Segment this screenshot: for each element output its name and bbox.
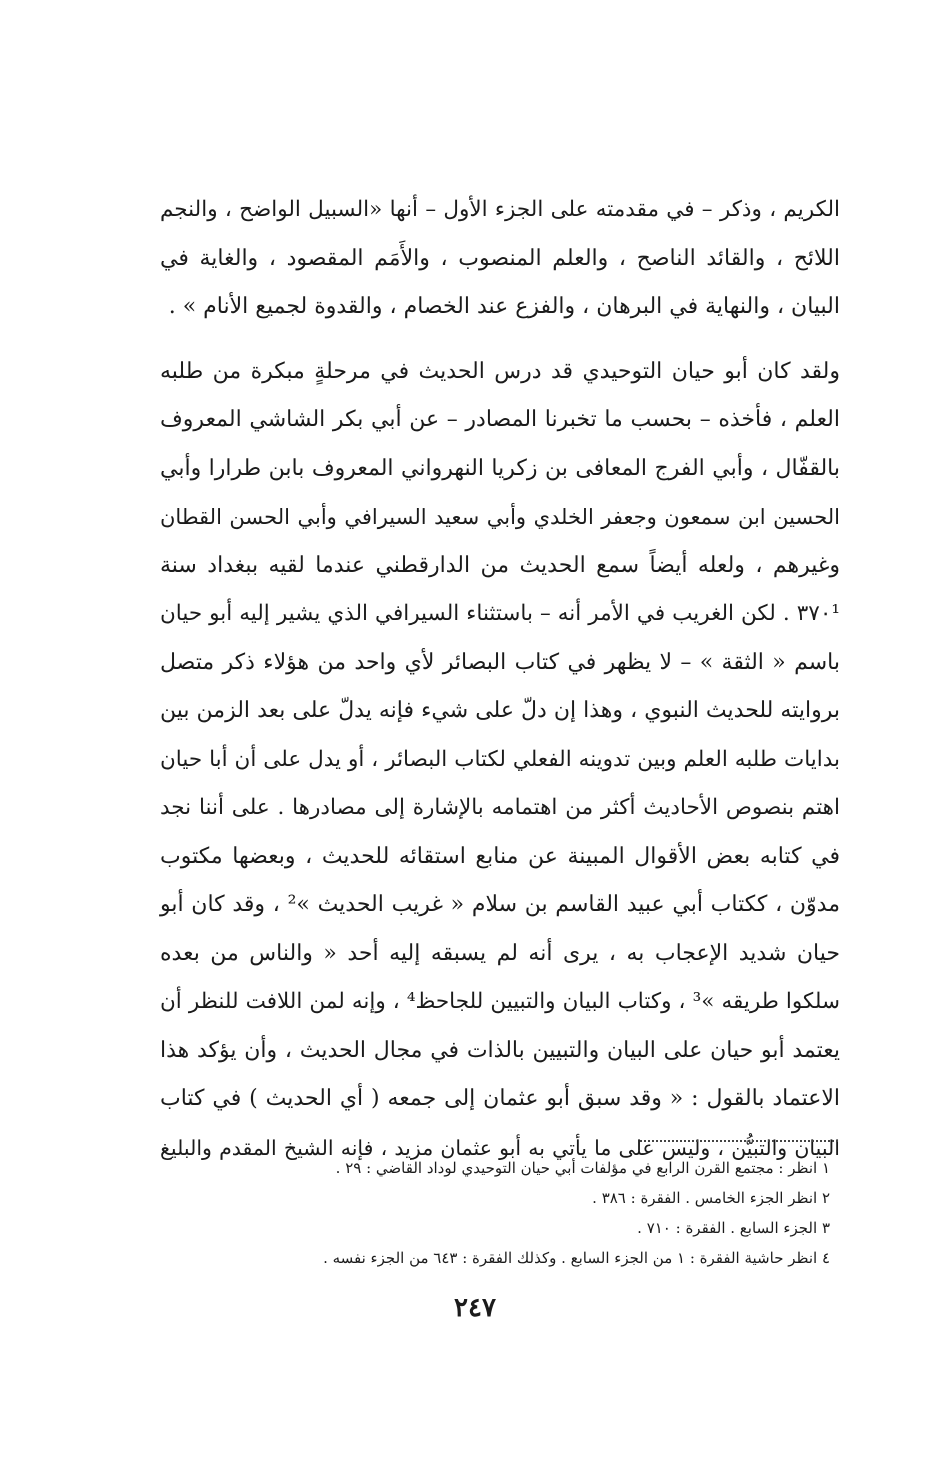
- text-line: ولقد كان أبو حيان التوحيدي قد درس الحديث في مرحلةٍ مبكرة من طلبه: [160, 358, 840, 384]
- text-line: اهتم بنصوص الأحاديث أكثر من اهتمامه بالإشارة إلى مصادرها . على أننا نجد: [160, 795, 840, 820]
- text-line: باسم « الثقة » – لا يظهر في كتاب البصائر لأي واحد من هؤلاء ذكر متصل: [160, 649, 840, 675]
- text-line: بالقفّال ، وأبي الفرج المعافى بن زكريا النهرواني المعروف بابن طرارا وأبي: [160, 455, 840, 481]
- text-line: وغيرهم ، ولعله أيضاً سمع الحديث من الدارقطني عندما لقيه ببغداد سنة: [160, 552, 840, 578]
- text-line: البيان والتبيُّن ، وليس على ما يأتي به أبو عثمان مزيد ، فإنه الشيخ المقدم والبليغ: [160, 1135, 840, 1160]
- footnote-separator: [640, 1140, 838, 1142]
- paragraph-1: [160, 186, 840, 332]
- text-line: العلم ، فأخذه – بحسب ما تخبرنا المصادر – عن أبي بكر الشاشي المعروف: [160, 407, 840, 432]
- footnote: ٢ انظر الجزء الخامس . الفقرة : ٣٨٦ .: [592, 1189, 830, 1207]
- text-line: ٣٧٠¹ . لكن الغريب في الأمر أنه – باستثناء السيرافي الذي يشير إليه أبو حيان: [160, 601, 840, 626]
- page-number: ٢٤٧: [454, 1293, 496, 1323]
- footnote: ١ انظر : مجتمع القرن الرابع في مؤلفات أبي حيان التوحيدي لوداد القاضي : ٢٩ .: [335, 1159, 830, 1177]
- text-line: حيان شديد الإعجاب به ، يرى أنه لم يسبقه إليه أحد « والناس من بعده: [160, 940, 840, 966]
- text-line: يعتمد أبو حيان على البيان والتبيين بالذات في مجال الحديث ، وأن يؤكد هذا: [160, 1037, 840, 1063]
- text-line: بدايات طلبه العلم وبين تدوينه الفعلي لكتاب البصائر ، أو يدل على أن أبا حيان: [160, 746, 840, 772]
- text-line: اللائح ، والقائد الناصح ، والعلم المنصوب ، والأَمَم المقصود ، والغاية في: [160, 245, 840, 271]
- text-line: بروايته للحديث النبوي ، وهذا إن دلّ على شيء فإنه يدلّ على بعد الزمن بين: [160, 698, 840, 723]
- text-line: البيان ، والنهاية في البرهان ، والفزع عند الخصام ، والقدوة لجميع الأنام » .: [168, 294, 840, 319]
- text-line: سلكوا طريقه »³ ، وكتاب البيان والتبيين للجاحظ⁴ ، وإنه لمن اللافت للنظر أن: [160, 989, 840, 1014]
- text-line: في كتابه بعض الأقوال المبينة عن منابع استقائه للحديث ، وبعضها مكتوب: [160, 843, 840, 869]
- text-line: الاعتماد بالقول : « وقد سبق أبو عثمان إلى جمعه ( أي الحديث ) في كتاب: [160, 1086, 840, 1111]
- text-line: الحسين ابن سمعون وجعفر الخلدي وأبي سعيد السيرافي وأبي الحسن القطان: [160, 505, 840, 529]
- main-text: [160, 186, 840, 1172]
- text-line: مدوّن ، ككتاب أبي عبيد القاسم بن سلام « غريب الحديث »² ، وقد كان أبو: [160, 892, 840, 917]
- footnote: ٤ انظر حاشية الفقرة : ١ من الجزء السابع . وكذلك الفقرة : ٦٤٣ من الجزء نفسه .: [323, 1249, 830, 1267]
- text-line: الكريم ، وذكر – في مقدمته على الجزء الأول – أنها «السبيل الواضح ، والنجم: [160, 197, 840, 222]
- footnotes: [180, 1153, 830, 1273]
- footnote: ٣ الجزء السابع . الفقرة : ٧١٠ .: [637, 1219, 830, 1237]
- paragraph-2: [160, 348, 840, 1173]
